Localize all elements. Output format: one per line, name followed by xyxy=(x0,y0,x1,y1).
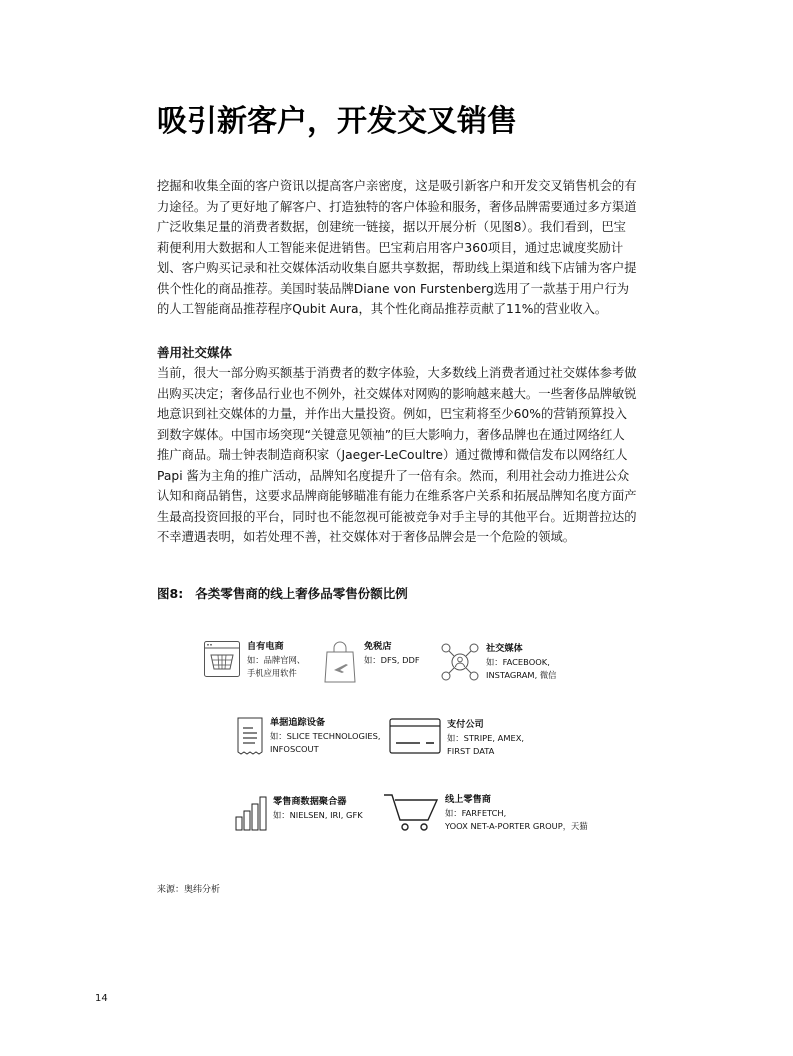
item-name: 线上零售商 xyxy=(445,794,491,805)
shopping-cart-icon xyxy=(383,793,439,833)
figure-item-duty-free xyxy=(322,640,420,684)
receipt-icon xyxy=(236,716,264,756)
social-network-icon xyxy=(440,642,480,682)
figure-item-social-media xyxy=(440,642,556,682)
figure-item-online-retailer xyxy=(383,793,588,833)
figure-item-ecommerce xyxy=(203,640,305,679)
bar-chart-icon xyxy=(235,795,267,831)
item-desc: 如：FARFETCH, xyxy=(445,808,507,818)
item-desc: YOOX NET-A-PORTER GROUP，天猫 xyxy=(445,820,588,831)
figure-item-data-aggregator xyxy=(235,795,363,831)
figure-item-payment xyxy=(389,718,524,757)
item-desc: INSTAGRAM, 微信 xyxy=(486,669,557,680)
item-desc: 如：STRIPE, AMEX, xyxy=(447,733,525,743)
section-heading: 善用社交媒体 xyxy=(157,345,233,360)
item-desc: FIRST DATA xyxy=(447,745,495,756)
item-name: 单据追踪设备 xyxy=(270,717,326,728)
figure-caption xyxy=(157,584,408,604)
source-note: 来源：奥纬分析 xyxy=(157,885,221,895)
duty-free-bag-icon xyxy=(322,640,358,684)
section-paragraph: 当前，很大一部分购买额基于消费者的数字体验，大多数线上消费者通过社交媒体参考做出购买决定；奢侈品行业也不例外，社交媒体对网购的影响越来越大。一些奢侈品牌敏锐地意识到社交媒体的力量，并作出大量投资。例如，巴宝莉将至少60%的营销预算投入到数字媒体。中国市场突现“关键意见领袖”的巨大影响力，奢侈品牌也在通过网络红人推广商品。瑞士钟表制造商积家（Jaeger-LeCoultre）通过微博和微信发布以网络红人Papi 酱为主角的推广活动，品牌知名度提升了一倍有余。然而，利用社会动力推进公众认知和商品销售，这要求品牌商能够瞄准有能力在维系客户关系和拓展品牌知名度方面产生最高投资回报的平台，同时也不能忽视可能被竞争对手主导的其他平台。近期普拉达的不幸遭遇表明，如若处理不善，社交媒体对于奢侈品牌会是一个危险的领域。 xyxy=(157,366,637,544)
ecommerce-basket-icon xyxy=(203,640,241,678)
item-desc: 如：DFS, DDF xyxy=(364,655,420,665)
item-desc: 如：品牌官网、 xyxy=(247,655,306,665)
item-desc: 如：SLICE TECHNOLOGIES, xyxy=(270,731,381,741)
item-desc: 手机应用软件 xyxy=(247,667,297,678)
intro-paragraph: 挖掘和收集全面的客户资讯以提高客户亲密度，这是吸引新客户和开发交叉销售机会的有力途径。为了更好地了解客户、打造独特的客户体验和服务，奢侈品牌需要通过多方渠道广泛收集足量的消费者数据，创建统一链接，据以开展分析（见图8）。我们看到，巴宝莉便利用大数据和人工智能来促进销售。巴宝莉启用客户360项目，通过忠诚度奖励计划、客户购买记录和社交媒体活动收集自愿共享数据，帮助线上渠道和线下店铺为客户提供个性化的商品推荐。美国时装品牌Diane von Furstenberg选用了一款基于用户行为的人工智能商品推荐程序Qubit Aura，其个性化商品推荐贡献了11%的营业收入。 xyxy=(157,179,637,316)
item-name: 自有电商 xyxy=(247,641,284,652)
item-name: 支付公司 xyxy=(447,719,484,730)
item-name: 免税店 xyxy=(364,641,392,652)
page-number: 14 xyxy=(95,993,108,1004)
item-desc: 如：FACEBOOK, xyxy=(486,657,550,667)
credit-card-icon xyxy=(389,718,441,754)
figure-item-receipt-tracking xyxy=(236,716,381,756)
item-name: 零售商数据聚合器 xyxy=(273,796,347,807)
figure-label: 图8: xyxy=(157,586,184,601)
item-desc: 如：NIELSEN, IRI, GFK xyxy=(273,810,363,820)
page-title: 吸引新客户，开发交叉销售 xyxy=(157,104,517,139)
figure-title: 各类零售商的线上奢侈品零售份额比例 xyxy=(195,586,408,601)
item-name: 社交媒体 xyxy=(486,643,523,654)
item-desc: INFOSCOUT xyxy=(270,743,319,754)
